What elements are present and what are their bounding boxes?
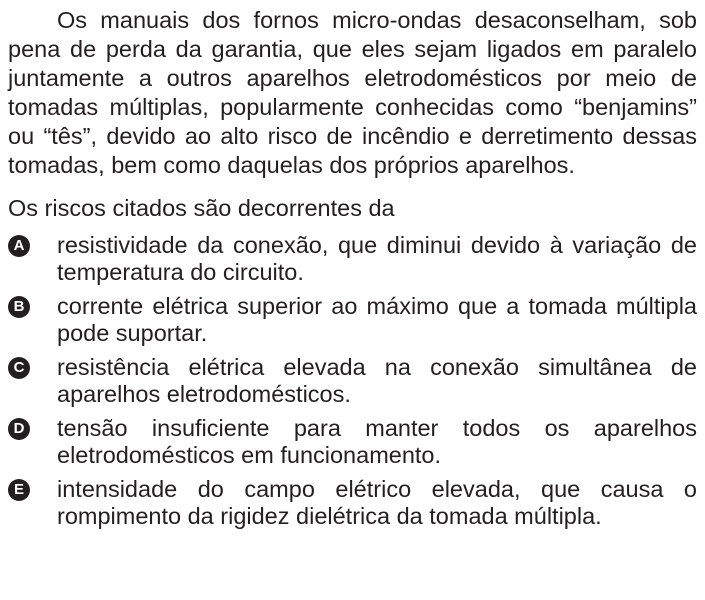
option-e-text: intensidade do campo elétrico elevada, que causa o rompimento da rigidez dielétrica da tomada múltipla.	[57, 476, 697, 529]
option-e[interactable]	[8, 476, 697, 530]
option-a-badge: A	[8, 235, 30, 257]
option-a[interactable]	[8, 232, 697, 286]
option-d-badge: D	[8, 418, 30, 440]
option-b[interactable]	[8, 293, 697, 347]
option-c-badge: C	[8, 357, 30, 379]
question-command: Os riscos citados são decorrentes da	[8, 195, 395, 221]
option-c-text: resistência elétrica elevada na conexão simultânea de aparelhos eletrodomésticos.	[57, 354, 697, 407]
answer-options	[8, 232, 697, 530]
question-stem: Os manuais dos fornos micro-ondas desaconselham, sob pena de perda da garantia, que eles sejam ligados em paralelo juntamente a outros aparelhos eletrodomésticos por meio de tomadas múltiplas, popularmente conhecidas como “benjamins” ou “tês”, devido ao alto risco de incêndio e derretimento dessas tomadas, bem como daquelas dos próprios aparelhos.	[8, 7, 697, 178]
option-b-text: corrente elétrica superior ao máximo que a tomada múltipla pode suportar.	[57, 293, 697, 346]
option-c[interactable]	[8, 354, 697, 408]
option-b-badge: B	[8, 296, 30, 318]
option-e-badge: E	[8, 479, 30, 501]
option-d-text: tensão insuficiente para manter todos os aparelhos eletrodomésticos em funcionamento.	[57, 415, 697, 468]
option-d[interactable]	[8, 415, 697, 469]
option-a-text: resistividade da conexão, que diminui devido à variação de temperatura do circuito.	[57, 232, 697, 285]
